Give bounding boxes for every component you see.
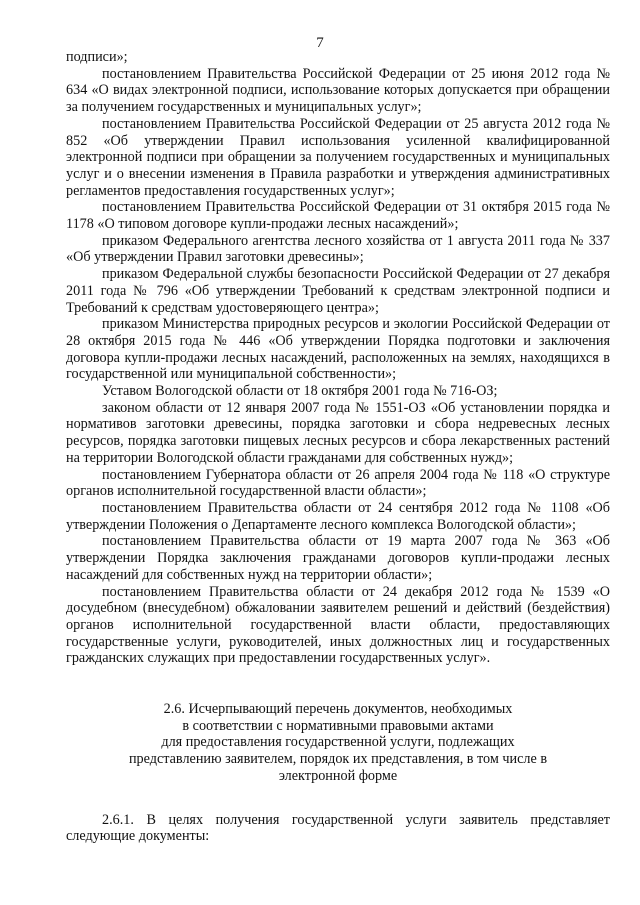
paragraph-resolution-852: постановлением Правительства Российской Федерации от 25 августа 2012 года № 852 «Об утверждении Правил использования усиленной квалифицированной электронной подписи при обращении за получением государственных и муниципальных услуг и о внесении изменения в Правила разработки и утверждения административных регламентов предоставления государственных услуг»; [66,115,610,199]
section-heading-2-6 [66,701,610,785]
paragraph-law-1551: законом области от 12 января 2007 года № 1551-ОЗ «Об установлении порядка и нормативов заготовки древесины, порядка заготовки и сбора недревесных лесных ресурсов, порядка заготовки пищевых лесных ресурсов и сбора лекарственных растений на территории Вологодской области гражданами для собственных нужд»; [66,399,610,466]
paragraph-government-1539: постановлением Правительства области от 24 декабря 2012 года № 1539 «О досудебном (внесудебном) обжаловании заявителем решений и действий (бездействия) органов исполнительной государственной власти области, предоставляющих государственные услуги, руководителей, иных должностных лиц и государственных гражданских служащих при предоставлении государственных услуг». [66,583,610,667]
paragraph-resolution-1178: постановлением Правительства Российской Федерации от 31 октября 2015 года № 1178 «О типовом договоре купли-продажи лесных насаждений»; [66,199,610,233]
heading-line: в соответствии с нормативными правовыми актами [182,717,494,734]
paragraph-continuation: подписи»; [66,49,128,65]
page-number: 7 [316,35,324,51]
paragraph-order-796: приказом Федеральной службы безопасности Российской Федерации от 27 декабря 2011 года № 796 «Об утверждении Требований к средствам электронной подписи и Требований к средствам удостоверяющего центра»; [66,266,610,316]
document-body [66,49,610,845]
paragraph-government-363: постановлением Правительства области от 19 марта 2007 года № 363 «Об утверждении Порядка заключения гражданами договоров купли-продажи лесных насаждений для собственных нужд на территории области»; [66,533,610,583]
heading-line: представлению заявителем, порядок их представления, в том числе в [128,751,548,768]
paragraph-charter: Уставом Вологодской области от 18 октября 2001 года № 716-ОЗ; [102,383,498,400]
paragraph-governor-118: постановлением Губернатора области от 26 апреля 2004 года № 118 «О структуре органов исполнительной государственной власти области»; [66,466,610,500]
heading-line: 2.6. Исчерпывающий перечень документов, необходимых [163,701,513,718]
paragraph-order-446: приказом Министерства природных ресурсов и экологии Российской Федерации от 28 октября 2015 года № 446 «Об утверждении Порядка подготовки и заключения договора купли-продажи лесных насаждений, расположенных на землях, находящихся в государственной или муниципальной собственности»; [66,316,610,383]
heading-line: электронной форме [278,767,398,784]
heading-line: для предоставления государственной услуги, подлежащих [161,734,515,751]
paragraph-2-6-1: 2.6.1. В целях получения государственной услуги заявитель представляет следующие документы: [66,811,610,845]
paragraph-order-337: приказом Федерального агентства лесного хозяйства от 1 августа 2011 года № 337 «Об утверждении Правил заготовки древесины»; [66,232,610,266]
paragraph-government-1108: постановлением Правительства области от 24 сентября 2012 года № 1108 «Об утверждении Положения о Департаменте лесного комплекса Вологодской области»; [66,499,610,533]
paragraph-resolution-634: постановлением Правительства Российской Федерации от 25 июня 2012 года № 634 «О видах электронной подписи, использование которых допускается при обращении за получением государственных и муниципальных услуг»; [66,65,610,116]
